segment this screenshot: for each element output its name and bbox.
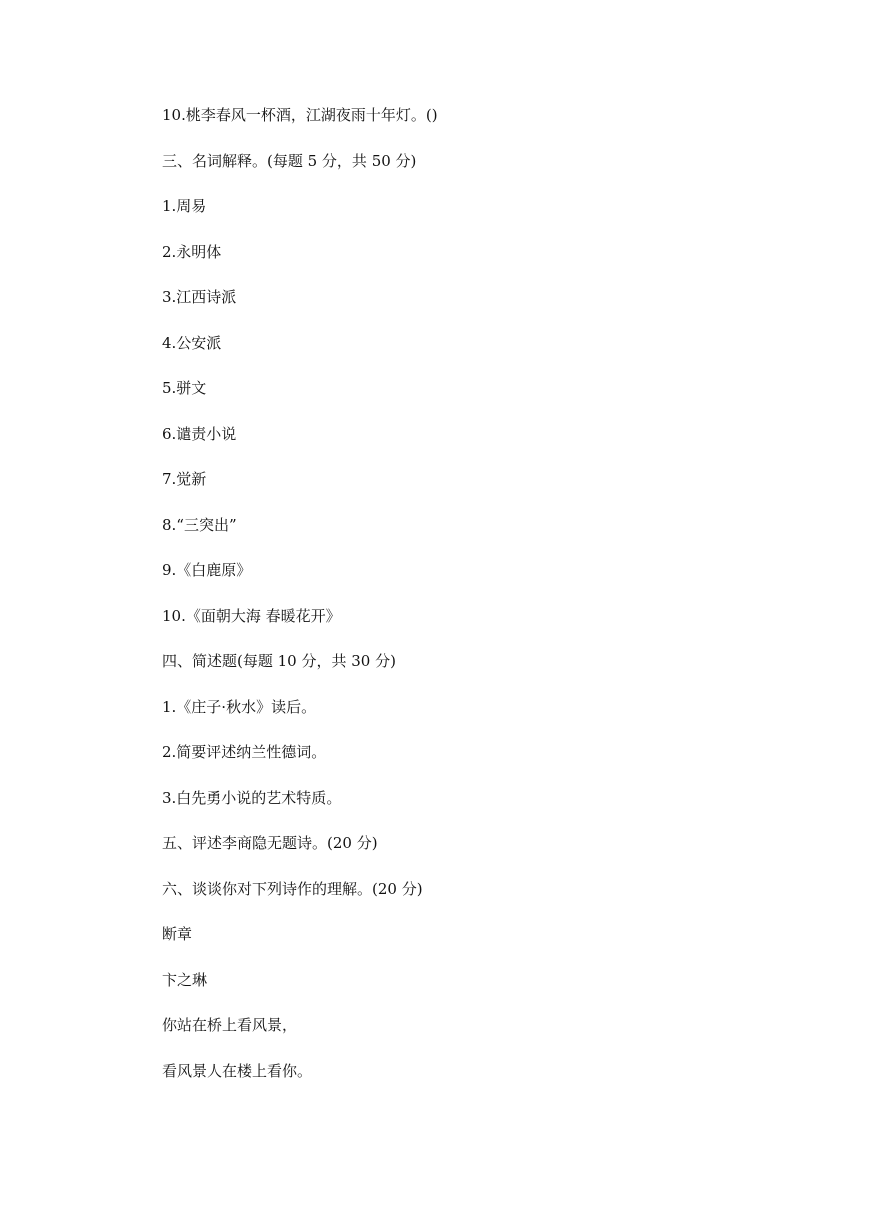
term-item-4: 4.公安派 [162,333,222,352]
term-item-1: 1.周易 [162,197,207,215]
term-item-3: 3.江西诗派 [162,288,237,306]
term-item-10: 10.《面朝大海 春暖花开》 [162,606,341,625]
term-item-2: 2.永明体 [162,242,222,261]
term-item-7: 7.觉新 [162,470,207,488]
question-10-text: 10.桃李春风一杯酒，江湖夜雨十年灯。() [162,106,438,124]
section-5-heading: 五、评述李商隐无题诗。(20 分) [162,834,378,852]
section-4-heading: 四、简述题(每题 10 分，共 30 分) [162,652,396,670]
poem-title: 断章 [162,925,193,943]
term-item-5: 5.骈文 [162,379,207,397]
short-answer-item-2: 2.简要评述纳兰性德词。 [162,743,327,761]
poem-line-1: 你站在桥上看风景， [162,1016,298,1034]
term-item-8: 8.“三突出” [162,515,237,534]
section-3-heading: 三、名词解释。(每题 5 分，共 50 分) [162,151,417,170]
short-answer-item-3: 3.白先勇小说的艺术特质。 [162,788,342,807]
poem-line-2: 看风景人在楼上看你。 [162,1061,313,1080]
poem-author: 卞之琳 [162,970,208,989]
term-item-6: 6.谴责小说 [162,424,237,443]
document-body [162,104,762,1105]
short-answer-item-1: 1.《庄子·秋水》读后。 [162,697,317,716]
section-6-heading: 六、谈谈你对下列诗作的理解。(20 分) [162,879,423,898]
term-item-9: 9.《白鹿原》 [162,561,252,579]
